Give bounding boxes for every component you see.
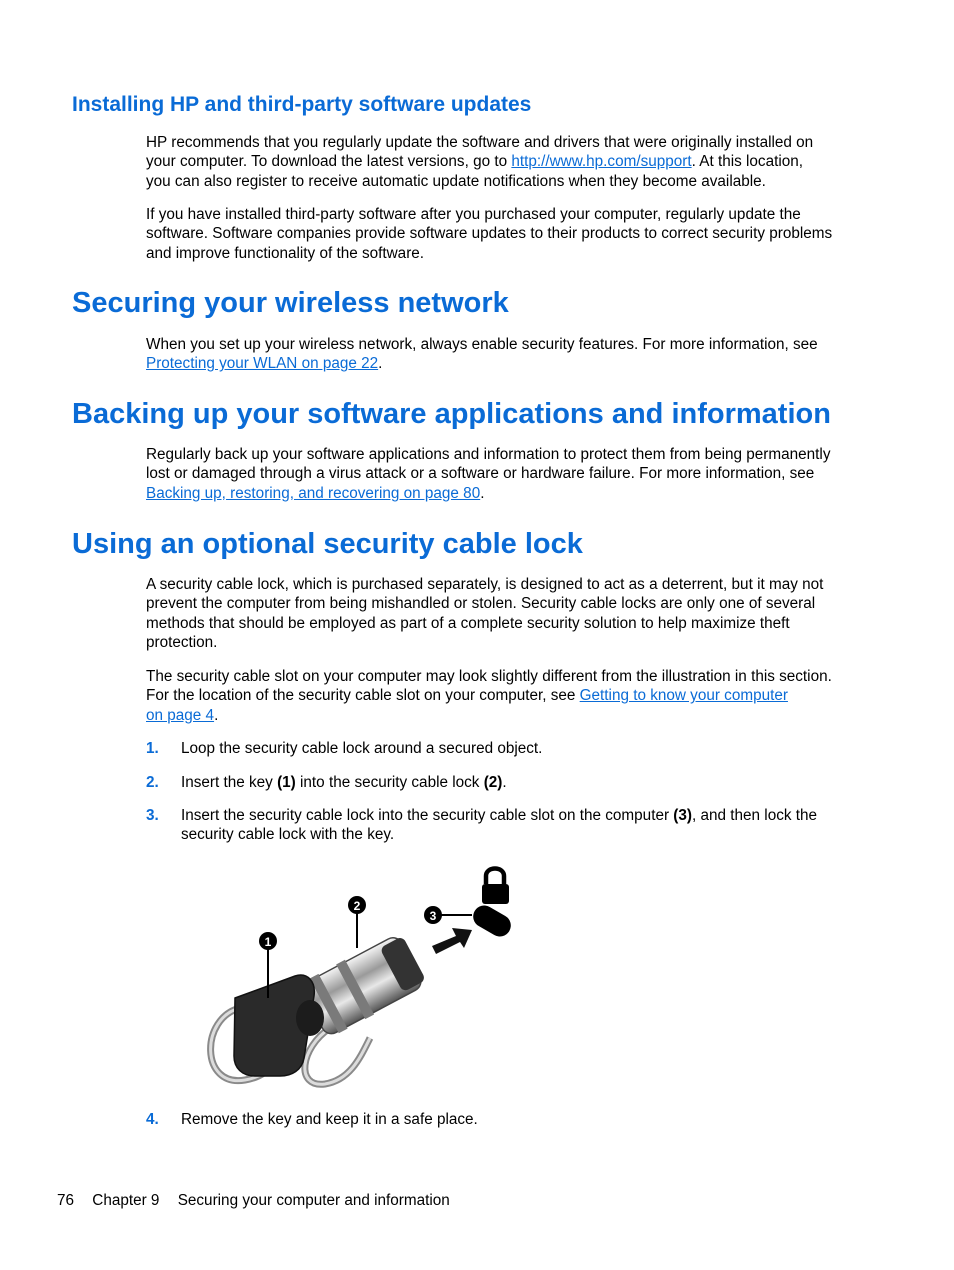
step-number: 2. xyxy=(146,774,159,791)
text-line xyxy=(146,354,868,373)
getting-to-know-link[interactable]: Getting to know your computer xyxy=(579,687,788,705)
cable-lock-illustration xyxy=(200,858,520,1094)
callout-ref: (2) xyxy=(483,774,503,791)
callout-ref: (1) xyxy=(277,774,296,791)
text-line xyxy=(181,773,871,792)
page-number: 76 xyxy=(57,1192,75,1209)
chapter-title: Securing your computer and information xyxy=(177,1192,450,1209)
text-fragment: , and then lock the xyxy=(692,807,818,824)
text-fragment: . xyxy=(480,484,485,502)
text-fragment: . xyxy=(378,355,383,373)
text-line xyxy=(146,706,868,725)
text-line xyxy=(181,806,871,825)
callout-3-icon xyxy=(424,906,472,924)
paragraph-cable-2 xyxy=(146,667,868,725)
text-line: The security cable slot on your computer may look slightly different from the illustration in this section. xyxy=(146,668,832,685)
backup-link[interactable]: Backing up, restoring, and recovering on page 80 xyxy=(146,484,481,502)
callout-ref: (3) xyxy=(673,807,692,824)
arrow-icon xyxy=(432,928,472,954)
step-text xyxy=(181,739,871,758)
step-number: 4. xyxy=(146,1111,159,1128)
text-line: Remove the key and keep it in a safe place. xyxy=(181,1111,478,1128)
getting-to-know-link-page[interactable]: on page 4 xyxy=(146,706,215,724)
step-text xyxy=(181,806,871,845)
paragraph-cable-1 xyxy=(146,575,868,652)
step-text xyxy=(181,773,871,792)
paragraph-updates-2 xyxy=(146,205,868,263)
text-line xyxy=(146,484,868,503)
text-fragment: For the location of the security cable slot on your computer, see xyxy=(146,687,580,705)
text-line: lost or damaged through a virus attack or a software or hardware failure. For more information, see xyxy=(146,465,815,483)
text-line: Loop the security cable lock around a secured object. xyxy=(181,740,543,757)
callout-2-icon xyxy=(348,896,366,948)
text-line: methods that should be employed as part of a complete security solution to help maximize theft xyxy=(146,614,790,632)
padlock-icon xyxy=(482,869,509,905)
heading-backup: Backing up your software applications and information xyxy=(72,398,831,430)
paragraph-wireless xyxy=(146,335,868,374)
heading-software-updates: Installing HP and third-party software updates xyxy=(72,93,532,116)
text-fragment: into the security cable lock xyxy=(295,774,484,791)
text-line: and improve functionality of the software. xyxy=(146,244,425,262)
callout-2-label: 2 xyxy=(353,899,361,913)
text-fragment: . At this location, xyxy=(691,153,803,171)
key-icon xyxy=(234,975,324,1076)
step-number: 3. xyxy=(146,807,159,824)
text-line: you can also register to receive automatic update notifications when they become available. xyxy=(146,172,766,190)
text-line: security cable lock with the key. xyxy=(181,826,395,844)
text-line xyxy=(146,152,868,171)
security-slot-icon xyxy=(469,901,515,940)
text-line: Regularly back up your software applications and information to protect them from being permanently xyxy=(146,446,831,463)
page-footer xyxy=(57,1192,464,1210)
callout-3-label: 3 xyxy=(429,909,437,923)
step-number: 1. xyxy=(146,740,159,757)
chapter-label: Chapter 9 xyxy=(92,1192,160,1209)
wlan-link[interactable]: Protecting your WLAN on page 22 xyxy=(146,355,379,373)
heading-wireless-network: Securing your wireless network xyxy=(72,287,509,319)
text-line xyxy=(146,686,868,705)
text-line: If you have installed third-party software after you purchased your computer, regularly update the xyxy=(146,206,801,223)
text-line: When you set up your wireless network, always enable security features. For more information, see xyxy=(146,336,818,353)
callout-1-label: 1 xyxy=(264,935,272,949)
paragraph-updates-1 xyxy=(146,133,868,191)
text-fragment: . xyxy=(502,774,507,791)
text-fragment: . xyxy=(214,706,219,724)
text-fragment: Insert the key xyxy=(181,774,278,791)
text-line: software. Software companies provide software updates to their products to correct security problems xyxy=(146,225,833,243)
text-fragment: your computer. To download the latest versions, go to xyxy=(146,153,512,171)
text-line: HP recommends that you regularly update the software and drivers that were originally installed on xyxy=(146,134,814,151)
text-fragment: Insert the security cable lock into the security cable slot on the computer xyxy=(181,807,674,824)
text-line: A security cable lock, which is purchased separately, is designed to act as a deterrent, but it may not xyxy=(146,576,824,593)
heading-cable-lock: Using an optional security cable lock xyxy=(72,528,583,560)
paragraph-backup xyxy=(146,445,868,503)
step-text xyxy=(181,1110,871,1129)
text-line: prevent the computer from being mishandled or stolen. Security cable locks are only one of several xyxy=(146,595,816,613)
text-line: protection. xyxy=(146,633,218,651)
hp-support-link[interactable]: http://www.hp.com/support xyxy=(511,153,692,171)
